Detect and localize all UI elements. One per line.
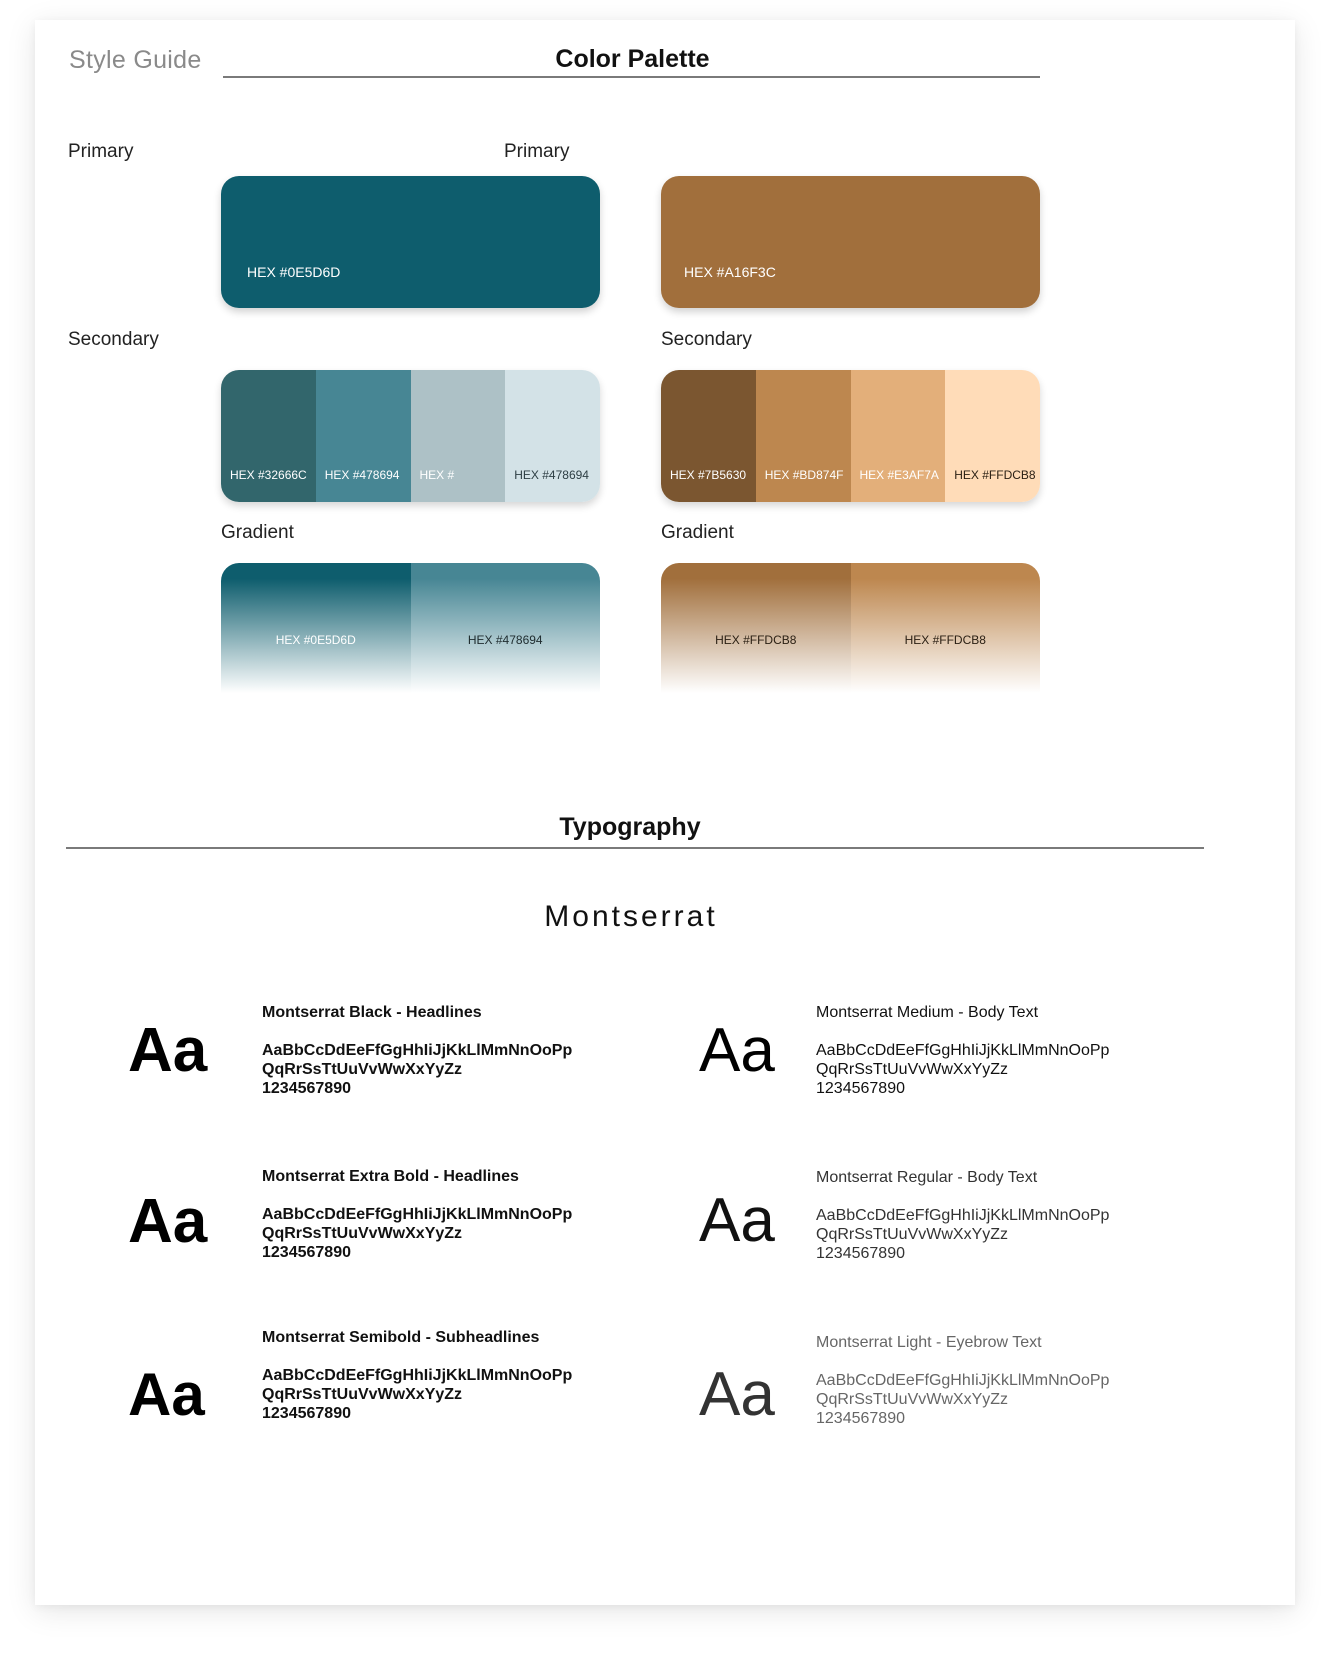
teal-secondary-swatch <box>505 370 600 502</box>
typography-heading: Typography <box>559 813 701 841</box>
brown-secondary-swatch <box>851 370 946 502</box>
specimen-line: 1234567890 <box>262 1244 351 1261</box>
brown-secondary-swatch <box>756 370 851 502</box>
specimen-line: AaBbCcDdEeFfGgHhIiJjKkLlMmNnOoPp <box>262 1042 573 1059</box>
brown-secondary-swatch <box>945 370 1040 502</box>
specimen-line: 1234567890 <box>816 1245 905 1262</box>
style-guide-card <box>35 20 1295 1605</box>
font-specimen-extrabold <box>262 1205 572 1262</box>
hex-label: HEX #E3AF7A <box>859 468 939 482</box>
hex-label: HEX #478694 <box>324 468 400 482</box>
teal-secondary-swatch <box>411 370 506 502</box>
hex-label: HEX #FFDCB8 <box>954 468 1036 482</box>
teal-primary-label: Primary <box>68 141 134 162</box>
brown-primary-label: Primary <box>504 141 570 162</box>
specimen-line: 1234567890 <box>262 1080 351 1097</box>
specimen-line: QqRrSsTtUuVvWwXxYyZz <box>262 1061 463 1078</box>
specimen-line: AaBbCcDdEeFfGgHhIiJjKkLlMmNnOoPp <box>816 1207 1110 1224</box>
font-sample-medium: Aa <box>699 1016 775 1085</box>
brown-primary-swatch <box>661 176 1040 308</box>
font-title-medium: Montserrat Medium - Body Text <box>816 1004 1039 1021</box>
brown-gradient-strip <box>661 563 1040 693</box>
font-family-name: Montserrat <box>544 900 718 933</box>
brown-secondary-swatch <box>661 370 756 502</box>
hex-label: HEX # <box>419 468 455 482</box>
font-specimen-semibold <box>262 1366 572 1423</box>
hex-label: HEX #FFDCB8 <box>904 633 986 647</box>
font-sample-black: Aa <box>128 1016 208 1085</box>
hex-label: HEX #FFDCB8 <box>715 633 797 647</box>
teal-gradient-label: Gradient <box>221 522 294 543</box>
hex-label: HEX #7B5630 <box>670 468 747 482</box>
hex-label: HEX #32666C <box>230 468 307 482</box>
specimen-line: AaBbCcDdEeFfGgHhIiJjKkLlMmNnOoPp <box>262 1367 573 1384</box>
specimen-line: QqRrSsTtUuVvWwXxYyZz <box>816 1061 1009 1078</box>
color-palette-heading: Color Palette <box>555 45 710 73</box>
specimen-line: QqRrSsTtUuVvWwXxYyZz <box>262 1386 463 1403</box>
specimen-line: 1234567890 <box>816 1080 905 1097</box>
font-specimen-light <box>816 1371 1109 1428</box>
font-title-extrabold: Montserrat Extra Bold - Headlines <box>262 1168 519 1185</box>
teal-gradient-swatch <box>411 563 601 693</box>
teal-secondary-strip <box>221 370 600 502</box>
font-sample-light: Aa <box>699 1360 775 1429</box>
font-specimen-medium <box>816 1041 1109 1098</box>
font-title-regular: Montserrat Regular - Body Text <box>816 1169 1038 1186</box>
teal-primary-hex: HEX #0E5D6D <box>247 264 341 280</box>
specimen-line: AaBbCcDdEeFfGgHhIiJjKkLlMmNnOoPp <box>816 1372 1110 1389</box>
font-title-black: Montserrat Black - Headlines <box>262 1004 482 1021</box>
font-sample-extrabold: Aa <box>128 1187 208 1256</box>
brown-gradient-swatch <box>851 563 1041 693</box>
brand-title: Style Guide <box>69 46 202 74</box>
specimen-line: 1234567890 <box>262 1405 351 1422</box>
hex-label: HEX #BD874F <box>764 468 844 482</box>
hex-label: HEX #478694 <box>467 633 543 647</box>
specimen-line: 1234567890 <box>816 1410 905 1427</box>
specimen-line: AaBbCcDdEeFfGgHhIiJjKkLlMmNnOoPp <box>262 1206 573 1223</box>
hex-label: HEX #0E5D6D <box>275 633 356 647</box>
brown-secondary-label: Secondary <box>661 329 752 350</box>
font-specimen-black <box>262 1041 572 1098</box>
brown-gradient-label: Gradient <box>661 522 734 543</box>
font-specimen-regular <box>816 1206 1109 1263</box>
teal-secondary-label: Secondary <box>68 329 159 350</box>
color-palette-divider <box>223 76 1040 78</box>
typography-divider <box>66 847 1204 849</box>
hex-label: HEX #478694 <box>514 468 589 482</box>
specimen-line: QqRrSsTtUuVvWwXxYyZz <box>262 1225 463 1242</box>
brown-primary-hex: HEX #A16F3C <box>684 264 776 280</box>
teal-secondary-swatch <box>221 370 316 502</box>
specimen-line: AaBbCcDdEeFfGgHhIiJjKkLlMmNnOoPp <box>816 1042 1110 1059</box>
font-title-semibold: Montserrat Semibold - Subheadlines <box>262 1329 540 1346</box>
font-sample-semibold: Aa <box>128 1361 205 1428</box>
brown-gradient-swatch <box>661 563 851 693</box>
teal-gradient-strip <box>221 563 600 693</box>
specimen-line: QqRrSsTtUuVvWwXxYyZz <box>816 1391 1009 1408</box>
teal-primary-swatch <box>221 176 600 308</box>
font-sample-regular: Aa <box>699 1186 775 1255</box>
font-title-light: Montserrat Light - Eyebrow Text <box>816 1334 1042 1351</box>
teal-secondary-swatch <box>316 370 411 502</box>
brown-secondary-strip <box>661 370 1040 502</box>
teal-gradient-swatch <box>221 563 411 693</box>
specimen-line: QqRrSsTtUuVvWwXxYyZz <box>816 1226 1009 1243</box>
